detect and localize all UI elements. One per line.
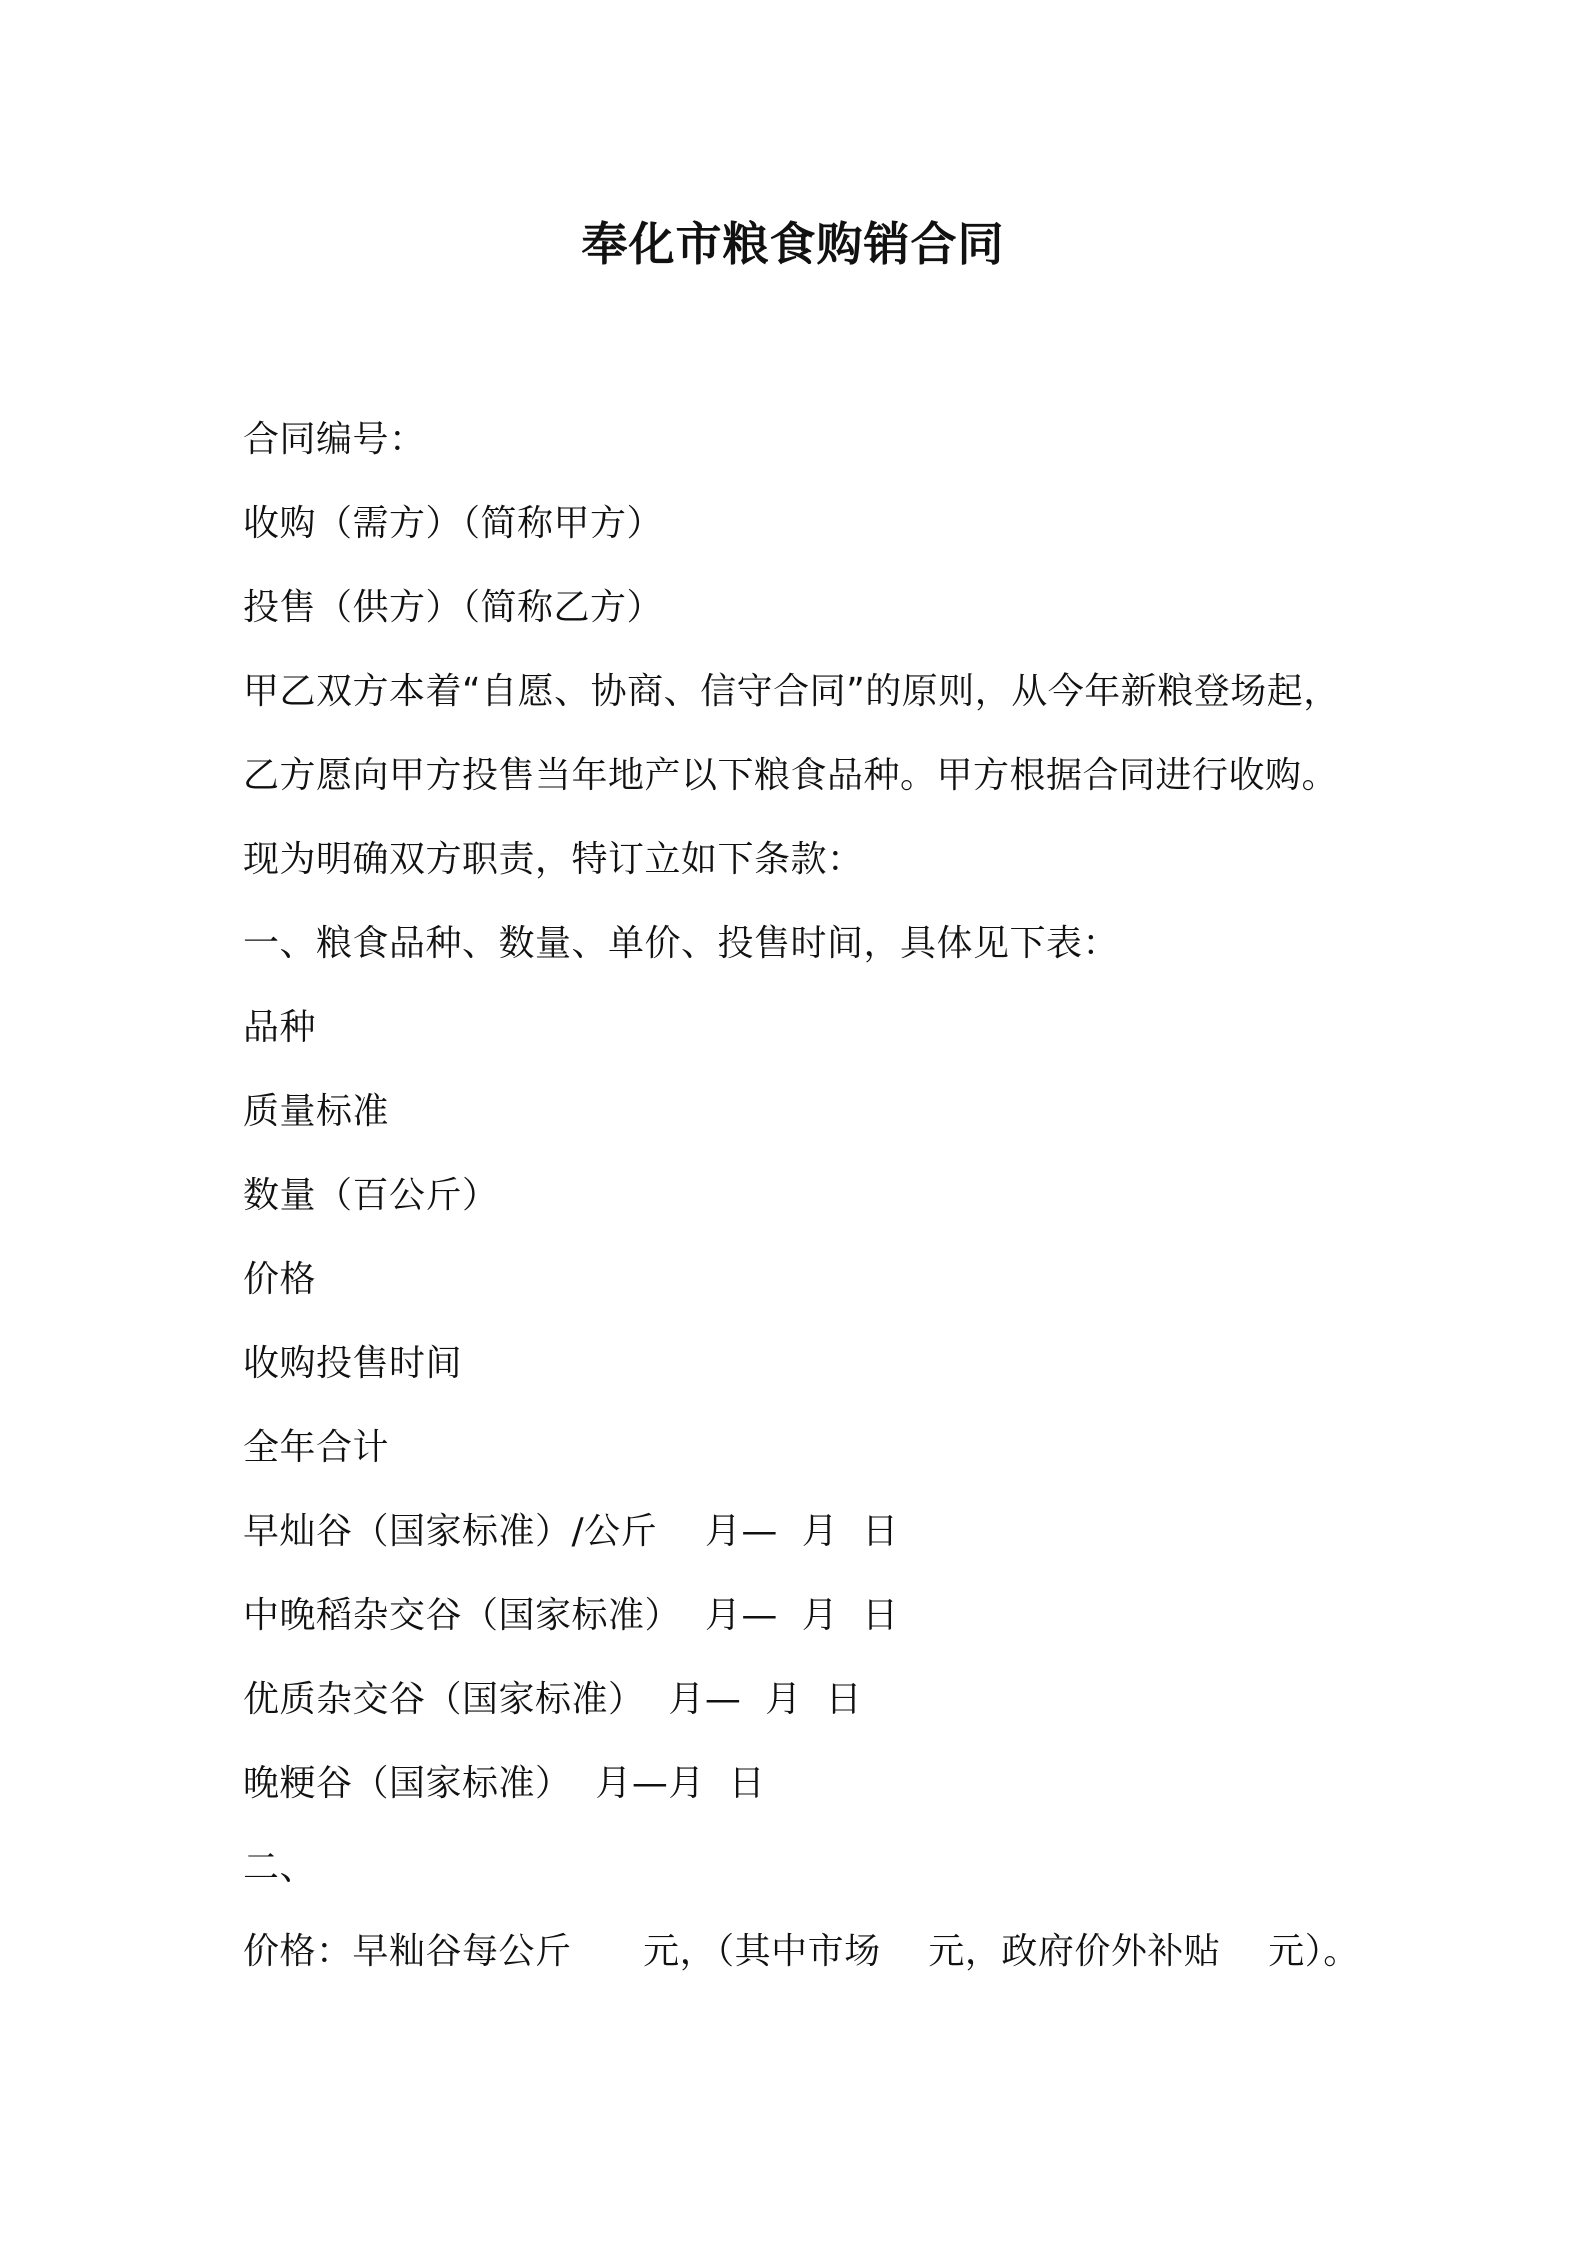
seller-party-line: 投售（供方）（简称乙方）	[243, 587, 664, 628]
preamble-line-1: 甲乙双方本着“自愿、协商、信守合同”的原则，从今年新粮登场起，	[243, 671, 1340, 712]
clause-one-heading: 一、粮食品种、数量、单价、投售时间，具体见下表：	[243, 923, 1120, 964]
document-body	[243, 410, 1443, 2006]
table-row-late-japonica: 晚粳谷（国家标准） 月—月 日	[243, 1763, 766, 1804]
table-row-quality-hybrid: 优质杂交谷（国家标准） 月— 月 日	[243, 1679, 863, 1720]
table-row-total: 全年合计	[243, 1427, 390, 1468]
clause-two-heading: 二、	[243, 1847, 317, 1888]
preamble-line-2: 乙方愿向甲方投售当年地产以下粮食品种。甲方根据合同进行收购。	[243, 755, 1339, 796]
buyer-party-line: 收购（需方）（简称甲方）	[243, 503, 664, 544]
document-title: 奉化市粮食购销合同	[581, 217, 1005, 271]
preamble-line-3: 现为明确双方职责，特订立如下条款：	[243, 839, 864, 880]
table-header-quantity: 数量（百公斤）	[243, 1175, 499, 1216]
price-clause-line: 价格：早籼谷每公斤 元，（其中市场 元，政府价外补贴 元）。	[243, 1931, 1360, 1972]
table-header-price: 价格	[243, 1259, 317, 1300]
table-row-hybrid-rice: 中晚稻杂交谷（国家标准） 月— 月 日	[243, 1595, 899, 1636]
table-row-early-rice: 早灿谷（国家标准）/公斤 月— 月 日	[243, 1511, 899, 1552]
table-header-variety: 品种	[243, 1007, 317, 1048]
table-header-quality: 质量标准	[243, 1091, 390, 1132]
contract-number-line: 合同编号：	[243, 419, 426, 460]
table-header-time: 收购投售时间	[243, 1343, 463, 1384]
